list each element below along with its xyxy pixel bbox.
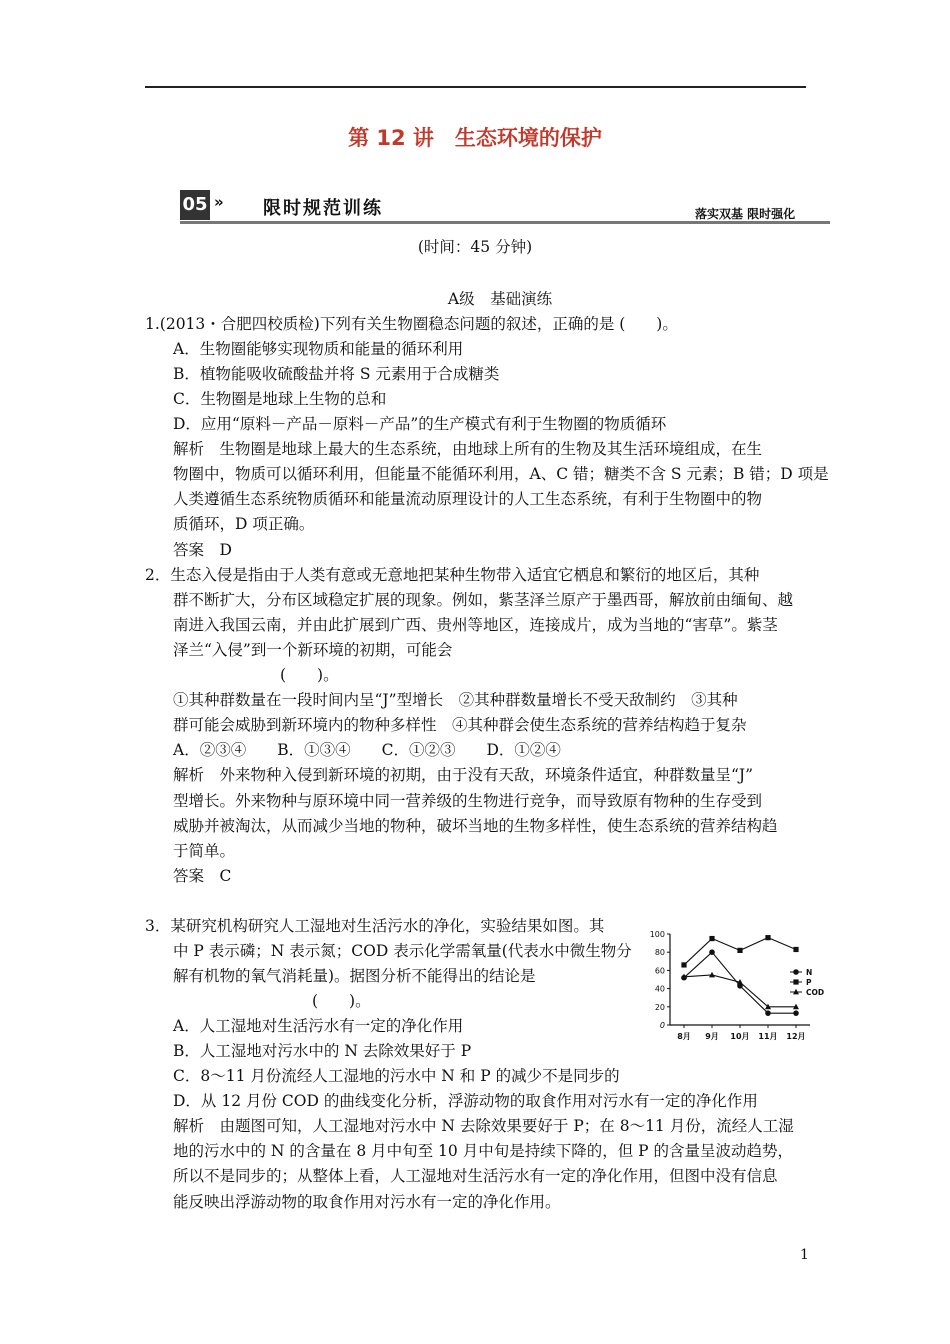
q2-analysis: 于简单。 <box>173 842 236 860</box>
x-tick-label: 9月 <box>705 1032 719 1041</box>
q3-stem: 中 P 表示磷；N 表示氮；COD 表示化学需氧量(代表水中微生物分 <box>173 942 632 960</box>
q2-blank: ( )。 <box>280 666 339 684</box>
q3-stem: 解有机物的氧气消耗量)。据图分析不能得出的结论是 <box>173 967 536 985</box>
y-tick-label: 0 <box>659 1021 665 1030</box>
q3-analysis: 解析 由题图可知，人工湿地对污水中 N 去除效果要好于 P；在 8～11 月份，流经人工湿 <box>173 1117 794 1135</box>
y-tick-label: 60 <box>654 966 665 976</box>
y-tick-label: 20 <box>654 1002 665 1012</box>
q3-option: C．8～11 月份流经人工湿地的污水中 N 和 P 的减少不是同步的 <box>173 1067 620 1085</box>
q3-blank: ( )。 <box>312 992 371 1010</box>
q1-option: C．生物圈是地球上生物的总和 <box>173 390 387 408</box>
q2-stem: 泽兰“入侵”到一个新环境的初期，可能会 <box>173 641 453 659</box>
q2-analysis: 威胁并被淘汰，从而减少当地的物种，破坏当地的生物多样性，使生态系统的营养结构趋 <box>173 817 778 835</box>
page-number: 1 <box>800 1247 809 1263</box>
time-limit: (时间：45 分钟) <box>417 238 533 256</box>
q2-options: A．②③④ B．①③④ C．①②③ D．①②④ <box>173 741 561 759</box>
q2-stem: 南进入我国云南，并由此扩展到广西、贵州等地区，连接成片，成为当地的“害草”。紫茎 <box>173 616 778 634</box>
legend-label: N <box>806 968 813 977</box>
legend-label: COD <box>806 988 825 997</box>
chevron-icon: » <box>214 193 224 211</box>
q3-option: A．人工湿地对生活污水有一定的净化作用 <box>173 1017 464 1035</box>
q1-option: B．植物能吸收硫酸盐并将 S 元素用于合成糖类 <box>173 365 500 383</box>
data-point-p <box>765 935 770 940</box>
x-tick-label: 10月 <box>730 1032 750 1041</box>
q3-option: B．人工湿地对污水中的 N 去除效果好于 P <box>173 1042 472 1060</box>
data-point-n <box>793 1010 799 1016</box>
q1-analysis: 人类遵循生态系统物质循环和能量流动原理设计的人工生态系统，有利于生物圈中的物 <box>173 490 763 508</box>
y-tick-label: 100 <box>649 930 665 939</box>
data-point-n <box>709 949 715 955</box>
q1-option: D．应用“原料－产品－原料－产品”的生产模式有利于生物圈的物质循环 <box>173 415 667 433</box>
x-tick-label: 12月 <box>786 1032 806 1041</box>
data-point-p <box>709 936 714 941</box>
q3-option: D．从 12 月份 COD 的曲线变化分析，浮游动物的取食作用对污水有一定的净化作用 <box>173 1092 758 1110</box>
q1-option: A．生物圈能够实现物质和能量的循环利用 <box>173 340 464 358</box>
data-point-n <box>765 1010 771 1016</box>
q1-analysis: 解析 生物圈是地球上最大的生态系统，由地球上所有的生物及其生活环境组成，在生 <box>173 440 763 458</box>
q3-analysis: 地的污水中的 N 的含量在 8 月中旬至 10 月中旬是持续下降的，但 P 的含量呈波动趋势， <box>173 1142 793 1160</box>
q3-analysis: 能反映出浮游动物的取食作用对污水有一定的净化作用。 <box>173 1193 561 1211</box>
q1-analysis: 物圈中，物质可以循环利用，但能量不能循环利用，A、C 错；糖类不含 S 元素；B 错；D 项是 <box>173 465 829 483</box>
page-title: 第 12 讲 生态环境的保护 <box>348 126 602 150</box>
q2-stem: 群不断扩大，分布区域稳定扩展的现象。例如，紫茎泽兰原产于墨西哥，解放前由缅甸、越 <box>173 591 794 609</box>
data-point-n <box>793 969 799 975</box>
section-rule <box>180 221 830 224</box>
section-slogan: 落实双基 限时强化 <box>695 207 796 221</box>
q2-analysis: 解析 外来物种入侵到新环境的初期，由于没有天敌，环境条件适宜，种群数量呈“J” <box>173 766 754 784</box>
q2-answer: 答案 C <box>173 867 232 885</box>
data-point-p <box>793 947 798 952</box>
x-tick-label: 8月 <box>677 1032 691 1041</box>
section-title: 限时规范训练 <box>263 198 383 219</box>
section-badge: 05 <box>180 190 210 220</box>
y-tick-label: 40 <box>654 984 665 994</box>
data-point-p <box>737 948 742 953</box>
data-point-p <box>681 962 686 967</box>
q1-answer: 答案 D <box>173 541 232 559</box>
q3-stem: 3．某研究机构研究人工湿地对生活污水的净化，实验结果如图。其 <box>145 917 605 935</box>
header-rule <box>145 86 806 88</box>
q1-stem: 1.(2013・合肥四校质检)下列有关生物圈稳态问题的叙述，正确的是 ( )。 <box>145 315 678 333</box>
x-tick-label: 11月 <box>758 1032 778 1041</box>
level-heading: A级 基础演练 <box>447 290 553 308</box>
q3-analysis: 所以不是同步的；从整体上看，人工湿地对生活污水有一定的净化作用，但图中没有信息 <box>173 1167 778 1185</box>
wetland-chart <box>640 920 840 1050</box>
q1-analysis: 质循环，D 项正确。 <box>173 515 315 533</box>
y-tick-label: 80 <box>654 948 665 958</box>
q2-analysis: 型增长。外来物种与原环境中同一营养级的生物进行竞争，而导致原有物种的生存受到 <box>173 792 763 810</box>
legend-label: P <box>806 978 812 987</box>
q2-stem: 2．生态入侵是指由于人类有意或无意地把某种生物带入适宜它栖息和繁衍的地区后，其种 <box>145 566 760 584</box>
q2-item: 群可能会威胁到新环境内的物种多样性 ④其种群会使生态系统的营养结构趋于复杂 <box>173 716 747 734</box>
q2-item: ①其种群数量在一段时间内呈“J”型增长 ②其种群数量增长不受天敌制约 ③其种 <box>173 691 738 709</box>
data-point-p <box>793 979 798 984</box>
